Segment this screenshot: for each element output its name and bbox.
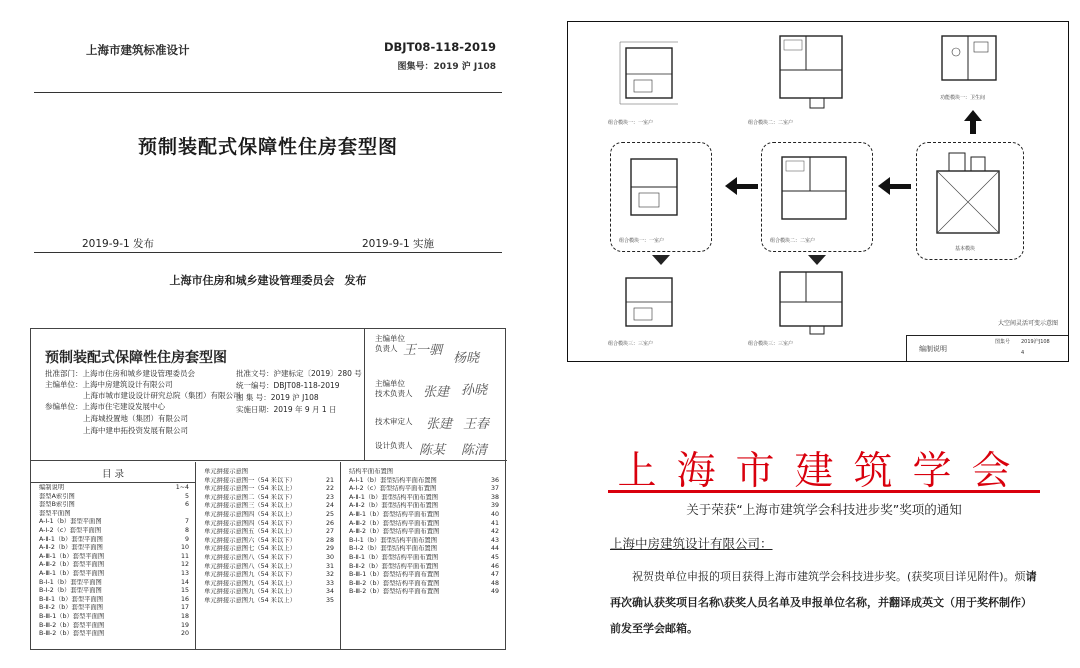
title-block-title: 预制装配式保障性住房套型图 xyxy=(45,350,227,366)
cover-publish-word: 发布 xyxy=(344,274,367,287)
catalogue-entry-title: 单元拼接示意图三（54 米以上） xyxy=(204,502,296,510)
catalogue-entry xyxy=(349,545,499,553)
catalogue-entry-page: 10 xyxy=(180,544,189,552)
catalogue-entry-page: 41 xyxy=(490,519,499,527)
editor-unit-2: 上海市城市建设设计研究总院（集团）有限公司 xyxy=(83,391,241,400)
catalogue-entry-title: B-Ⅱ-1（b）套型结构平面布置图 xyxy=(349,554,439,561)
caption-two-room: 组合模块二：二室户 xyxy=(770,238,816,244)
catalogue-entry xyxy=(39,613,189,621)
catalogue-entry-title: 单元拼接示意图一（54 米以下） xyxy=(204,476,296,484)
caption-two-room-top: 组合模块二：二室户 xyxy=(748,120,794,126)
catalogue-entry-page: 22 xyxy=(325,485,334,493)
catalogue-entry-page: 17 xyxy=(180,604,189,612)
notice-recipient: 上海中房建筑设计有限公司： xyxy=(610,536,773,551)
catalogue-entry-page: 12 xyxy=(180,561,189,569)
signature-7: 陈某 xyxy=(419,443,446,458)
catalogue-entry xyxy=(204,597,334,605)
catalogue-entry-page: 15 xyxy=(180,587,189,595)
floor-plan-top-right xyxy=(928,28,1018,90)
partner-unit: 参编单位：上海市住宅建设发展中心 xyxy=(45,402,165,411)
catalogue-entry-title: A-Ⅲ-1（b）套型平面图 xyxy=(39,570,105,577)
floor-plan-two-room xyxy=(772,149,864,235)
catalogue-entry-page: 21 xyxy=(325,476,334,484)
catalogue-entry xyxy=(39,518,189,526)
catalogue-entry xyxy=(349,554,499,562)
catalogue-entry xyxy=(349,468,499,476)
catalogue-entry xyxy=(204,520,334,528)
catalogue-entry-title: 单元拼接示意图四（54 米以下） xyxy=(204,519,296,527)
catalogue-entry-title: A-Ⅲ-1（b）套型结构平面布置图 xyxy=(349,511,440,518)
catalogue-entry-page: 32 xyxy=(325,571,334,579)
title-block-page xyxy=(30,328,506,650)
approve-doc: 批准文号：沪建标定〔2019〕280 号 xyxy=(236,369,362,378)
catalogue-entry-page: 39 xyxy=(490,502,499,510)
notice-line-3: 作）前发至学会邮箱。 xyxy=(610,596,1033,635)
catalogue-entry xyxy=(204,468,334,476)
catalogue-entry-title: A-Ⅲ-2（b）套型结构平面布置图 xyxy=(349,519,440,527)
sig-label-4: 技术负责人 xyxy=(375,389,413,398)
catalogue-entry-title: A-Ⅰ-2（c）套型结构平面布置图 xyxy=(349,485,437,493)
catalogue-entry-title: B-Ⅰ-2（b）套型结构平面布置图 xyxy=(349,545,437,553)
caption-three-room-center: 组合模块三：三室户 xyxy=(748,341,794,347)
catalogue-entry xyxy=(39,510,189,518)
catalogue-entry-title: B-Ⅲ-2（b）套型结构平面布置图 xyxy=(349,579,440,587)
catalogue-entry xyxy=(349,580,499,588)
catalogue-entry-title: 单元拼接示意图五（54 米以上） xyxy=(204,528,296,536)
panel-base-module xyxy=(916,142,1024,260)
catalogue-entry xyxy=(204,545,334,553)
catalogue-entry-title: 单元拼接示意图六（54 米以下） xyxy=(204,536,296,544)
impl-date: 实施日期：2019 年 9 月 1 日 xyxy=(236,405,337,414)
partner-unit-2: 上海城投置地（集团）有限公司 xyxy=(83,414,188,423)
catalogue-entry-title: A-Ⅲ-2（b）套型平面图 xyxy=(39,561,105,569)
sig-label-1: 主编单位 xyxy=(375,334,405,343)
catalogue-entry-page: 18 xyxy=(180,613,189,620)
catalogue-entry xyxy=(39,484,189,492)
catalogue-entry xyxy=(204,554,334,562)
catalogue-entry-page: 19 xyxy=(180,621,189,629)
cover-code: DBJT08-118-2019 xyxy=(384,40,496,54)
caption-one-room: 组合模块一：一室户 xyxy=(619,238,665,244)
drawing-sheet xyxy=(567,21,1069,362)
caption-base-module: 基本模块 xyxy=(955,246,976,252)
cover-top-rule xyxy=(34,92,502,93)
brand-red-rule xyxy=(608,490,1040,493)
catalogue-entry-page: 30 xyxy=(325,554,334,561)
catalogue-entry-page: 37 xyxy=(490,485,499,493)
down-triangle-left xyxy=(652,255,670,265)
sheet-title-block xyxy=(906,335,1068,361)
floor-plan-bottom-left xyxy=(616,268,688,338)
catalogue-entry-title: A-Ⅰ-1（b）套型结构平面布置图 xyxy=(349,476,437,484)
catalogue-entry-title: 单元拼接示意图二（54 米以下） xyxy=(204,493,296,501)
catalogue-entry xyxy=(204,571,334,579)
catalogue-entry-title: 结构平面布置图 xyxy=(349,468,394,475)
catalogue-entry-title: 单元拼接示意图九（54 米以下） xyxy=(204,571,296,579)
catalogue-entry-page: 1~4 xyxy=(175,484,189,491)
tb-atlas-label: 图集号 xyxy=(995,339,1011,345)
catalogue-entry xyxy=(39,501,189,509)
tb-page: 4 xyxy=(1021,350,1025,356)
society-brand: 上海市建筑学会 xyxy=(617,449,1031,494)
cover-publisher xyxy=(30,272,506,288)
catalogue-entry xyxy=(204,477,334,485)
signature-2: 杨晓 xyxy=(453,351,480,366)
down-triangle-center xyxy=(808,255,826,265)
catalogue-entry-title: 单元拼接示意图七（54 米以上） xyxy=(204,545,296,553)
cover-impl-date: 2019-9-1 实施 xyxy=(362,238,434,250)
notice-subject: 关于荣获“上海市建筑学会科技进步奖”奖项的通知 xyxy=(686,502,962,517)
catalogue-entry xyxy=(204,563,334,571)
notice-paragraph xyxy=(610,564,1042,642)
catalogue-entry-title: B-Ⅲ-2（b）套型平面图 xyxy=(39,621,105,629)
catalogue-entry-page: 24 xyxy=(325,502,334,510)
catalogue-entry-title: A-Ⅱ-1（b）套型结构平面布置图 xyxy=(349,493,439,501)
catalogue-entry-page: 33 xyxy=(325,579,334,587)
panel-one-room xyxy=(610,142,712,252)
standard-cover xyxy=(30,30,506,320)
catalogue-entry-title: A-Ⅰ-2（c）套型平面图 xyxy=(39,527,102,534)
catalogue-entry-title: B-Ⅱ-2（b）套型平面图 xyxy=(39,604,104,612)
catalogue-entry-title: 套型A索引图 xyxy=(39,492,75,500)
catalogue-entry-title: B-Ⅱ-1（b）套型平面图 xyxy=(39,595,104,603)
notice-line-1: 祝贺贵单位申报的项目获得上海市建筑学会科技进步奖。(获奖项目详见附件)。烦 xyxy=(632,570,1026,583)
catalogue-entry xyxy=(39,604,189,612)
arrow-left-1-shaft xyxy=(736,184,758,189)
partner-unit-3: 上海中建申拓投资发展有限公司 xyxy=(83,426,188,435)
sig-label-6: 设计负责人 xyxy=(375,441,413,450)
catalogue-entry-page: 11 xyxy=(180,552,189,560)
catalogue-entry xyxy=(39,587,189,595)
catalogue-entry-page: 42 xyxy=(490,528,499,536)
catalogue-entry-page: 40 xyxy=(490,511,499,518)
catalogue-entry-title: 套型B索引图 xyxy=(39,501,75,509)
catalogue-entry-page: 13 xyxy=(180,570,189,577)
catalogue-entry-title: A-Ⅰ-1（b）套型平面图 xyxy=(39,518,102,526)
sig-label-2: 负责人 xyxy=(375,344,398,353)
catalogue-entry-page: 46 xyxy=(490,562,499,570)
catalogue-entry-page: 48 xyxy=(490,579,499,587)
catalogue-entry-title: 单元拼接示意图 xyxy=(204,468,249,475)
catalogue-entry xyxy=(39,596,189,604)
catalogue-entry-page: 16 xyxy=(180,595,189,603)
floor-plan-bottom-center xyxy=(768,266,858,338)
catalogue-entry-title: B-Ⅲ-1（b）套型结构平面布置图 xyxy=(349,571,440,579)
catalogue-entry xyxy=(349,588,499,596)
tb-atlas-value: 2019沪J108 xyxy=(1021,339,1050,345)
catalogue-entry xyxy=(204,580,334,588)
catalogue-entry xyxy=(204,485,334,493)
catalogue-entry-title: 单元拼接示意图一（54 米以上） xyxy=(204,485,296,493)
catalogue-entry-page: 27 xyxy=(325,528,334,536)
catalogue-column-3 xyxy=(341,462,505,649)
atlas-no: 图 集 号：2019 沪 J108 xyxy=(236,393,319,402)
floor-plan-top-center xyxy=(768,30,858,120)
title-block-info xyxy=(31,329,365,460)
catalogue-entry xyxy=(39,544,189,552)
signature-5: 张建 xyxy=(426,417,453,432)
catalogue-entry xyxy=(204,494,334,502)
catalogue-entry-page: 20 xyxy=(180,630,189,638)
catalogue-entry-page: 31 xyxy=(325,562,334,570)
catalogue-entry xyxy=(39,570,189,578)
catalogue-entry-title: B-Ⅲ-2（b）套型结构平面布置图 xyxy=(349,588,440,596)
catalogue-entry-title: B-Ⅱ-2（b）套型结构平面布置图 xyxy=(349,562,439,570)
catalogue-entry xyxy=(204,502,334,510)
catalogue-entry xyxy=(349,528,499,536)
catalogue-entry-title: B-Ⅰ-1（b）套型平面图 xyxy=(39,578,102,586)
catalogue-entry xyxy=(39,527,189,535)
catalogue-entry xyxy=(204,528,334,536)
notice-line-2: 请再次确认获奖项目名称\获奖人员名单及申报单位名称，并翻译成英文（用于奖杯制 xyxy=(610,570,1037,609)
catalogue-entry xyxy=(204,537,334,545)
catalogue-entry-page: 38 xyxy=(490,493,499,501)
approve-dept: 批准部门：上海市住房和城乡建设管理委员会 xyxy=(45,369,195,378)
catalogue-head: 目 录 xyxy=(31,466,195,483)
catalogue-entry-page: 6 xyxy=(184,501,189,509)
cover-issue-date: 2019-9-1 发布 xyxy=(82,238,154,250)
catalogue-entry-title: A-Ⅲ-1（b）套型平面图 xyxy=(39,552,105,560)
catalogue-entry xyxy=(349,571,499,579)
signature-3: 张建 xyxy=(423,385,450,400)
catalogue-entry-page: 34 xyxy=(325,588,334,596)
catalogue-entry xyxy=(349,520,499,528)
catalogue-entry-title: B-Ⅲ-1（b）套型平面图 xyxy=(39,613,105,620)
catalogue-entry xyxy=(204,511,334,519)
catalogue-entry-title: 编制说明 xyxy=(39,484,65,491)
catalogue-entry-page: 29 xyxy=(325,545,334,553)
catalogue-entry xyxy=(349,485,499,493)
catalogue-entry xyxy=(39,579,189,587)
title-block-meta xyxy=(31,329,507,461)
catalogue-entry xyxy=(39,536,189,544)
catalogue-entry xyxy=(39,561,189,569)
catalogue-entry-page: 14 xyxy=(180,578,189,586)
catalogue-entry xyxy=(204,588,334,596)
cover-bottom-rule xyxy=(34,252,502,253)
catalogue-entry-page: 36 xyxy=(490,476,499,484)
catalogue-entry-title: 单元拼接示意图八（54 米以上） xyxy=(204,562,296,570)
unified-no: 统一编号：DBJT08-118-2019 xyxy=(236,381,340,390)
catalogue-entry-page: 8 xyxy=(184,527,189,534)
catalogue-entry xyxy=(349,477,499,485)
catalogue-entry-page: 26 xyxy=(325,519,334,527)
catalogue-entry-title: A-Ⅱ-2（b）套型平面图 xyxy=(39,544,103,552)
catalogue-entry-title: A-Ⅱ-1（b）套型平面图 xyxy=(39,535,103,543)
catalogue-entry-title: 单元拼接示意图九（54 米以上） xyxy=(204,579,296,587)
catalogue-entry-title: B-Ⅰ-2（b）套型平面图 xyxy=(39,587,102,595)
catalogue-entry xyxy=(349,537,499,545)
signature-4: 孙晓 xyxy=(461,383,488,398)
catalogue-entry-page: 9 xyxy=(184,535,189,543)
sig-label-3: 主编单位 xyxy=(375,379,405,388)
caption-three-room-left: 组合模块三：三室户 xyxy=(608,341,654,347)
catalogue-column-2 xyxy=(196,462,341,649)
catalogue-entry xyxy=(39,622,189,630)
catalogue-entry-title: A-Ⅲ-2（b）套型结构平面布置图 xyxy=(349,528,440,536)
caption-bathroom: 功能模块一：卫生间 xyxy=(940,95,986,101)
cover-title: 预制装配式保障性住房套型图 xyxy=(137,136,398,158)
panel-two-room xyxy=(761,142,873,252)
catalogue-entry-page: 25 xyxy=(325,511,334,518)
sheet-title: 大空间灵活可变示意图 xyxy=(998,320,1059,327)
cover-org: 上海市建筑标准设计 xyxy=(86,43,190,57)
cover-atlas-no: 图集号：2019 沪 J108 xyxy=(397,62,496,72)
catalogue-entry-title: B-Ⅰ-1（b）套型结构平面布置图 xyxy=(349,536,437,544)
catalogue-entry xyxy=(349,563,499,571)
catalogue-entry-page: 7 xyxy=(184,518,189,526)
catalogue-entry-page: 47 xyxy=(490,571,499,579)
catalogue-entry-page: 28 xyxy=(325,536,334,544)
catalogue-entry-page: 45 xyxy=(490,554,499,561)
catalogue-entry-title: 单元拼接示意图八（54 米以下） xyxy=(204,554,296,561)
catalogue-column-1 xyxy=(31,462,196,649)
floor-plan-one-room xyxy=(621,149,703,235)
signature-1: 王一驷 xyxy=(403,343,443,358)
catalogue-entry-page: 43 xyxy=(490,536,499,544)
caption-one-room-top: 组合模块一：一室户 xyxy=(608,120,654,126)
catalogue-entry xyxy=(349,502,499,510)
signature-8: 陈清 xyxy=(461,443,488,458)
catalogue-entry-page: 49 xyxy=(490,588,499,596)
catalogue-entry-title: 套型平面图 xyxy=(39,509,71,517)
catalogue-entry xyxy=(349,511,499,519)
cover-publisher-name: 上海市住房和城乡建设管理委员会 xyxy=(169,274,335,287)
catalogue-entry xyxy=(39,493,189,501)
catalogue-entry-title: 单元拼接示意图九（54 米以上） xyxy=(204,597,296,604)
catalogue-entry-page: 23 xyxy=(325,493,334,501)
catalogue-entry xyxy=(39,553,189,561)
signature-6: 王春 xyxy=(463,417,490,432)
catalogue-entry-page: 5 xyxy=(184,492,189,500)
arrow-up-shaft xyxy=(970,120,976,134)
sig-label-5: 技术审定人 xyxy=(375,417,413,426)
catalogue-entry-title: B-Ⅲ-2（b）套型平面图 xyxy=(39,630,105,638)
catalogue-entry-title: 单元拼接示意图九（54 米以上） xyxy=(204,588,296,596)
award-notice xyxy=(604,440,1044,668)
catalogue-entry-title: A-Ⅱ-2（b）套型结构平面布置图 xyxy=(349,502,439,510)
tb-label: 编制说明 xyxy=(919,345,947,353)
catalogue-entry xyxy=(39,630,189,638)
catalogue-entry-title: 单元拼接示意图四（54 米以上） xyxy=(204,511,296,518)
floor-plan-base-module xyxy=(925,147,1017,243)
editor-unit: 主编单位：上海中房建筑设计有限公司 xyxy=(45,380,173,389)
catalogue-entry xyxy=(349,494,499,502)
catalogue-entry-page: 35 xyxy=(325,597,334,604)
floor-plan-top-left xyxy=(616,34,688,116)
arrow-left-2-shaft xyxy=(889,184,911,189)
catalogue-entry-page: 44 xyxy=(490,545,499,553)
